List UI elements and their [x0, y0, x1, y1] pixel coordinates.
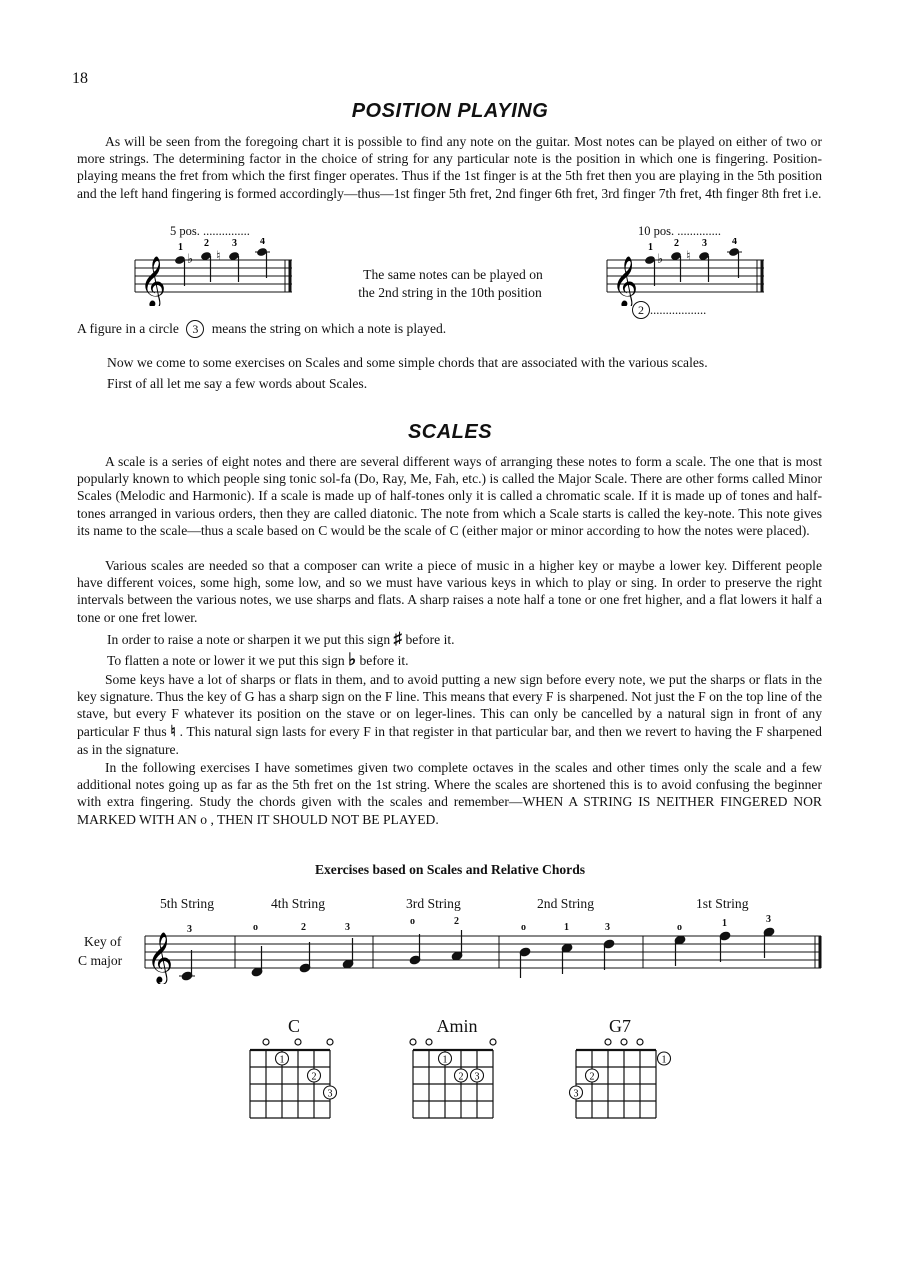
scales-paragraph-3: [77, 671, 822, 758]
staff-example-left: [130, 238, 300, 306]
finger-number: 2: [311, 1071, 317, 1083]
open-string-icon: o: [200, 811, 208, 827]
flat-icon: ♭: [348, 650, 357, 669]
note-fingering: 3: [345, 922, 350, 933]
chord-name-g7: G7: [609, 1016, 631, 1036]
finger-position: [570, 1086, 583, 1099]
chord-name-c: C: [287, 1016, 300, 1036]
finger-position: [308, 1069, 321, 1082]
sharp-text-before: In order to raise a note or sharpen it we put this sign: [107, 632, 391, 647]
string-label-5: 5th String: [160, 896, 215, 911]
finger-number: 3: [573, 1088, 579, 1100]
finger-number: 3: [232, 238, 237, 249]
natural-icon: ♮: [216, 248, 221, 263]
treble-clef-icon: 𝄞: [140, 257, 167, 306]
staff-example-right: [602, 238, 772, 306]
transition-line-1: Now we come to some exercises on Scales and some simple chords that are associated with the various scales.: [107, 355, 708, 370]
open-string-icon: [426, 1039, 432, 1045]
scales-para4-text-a: In the following exercises I have sometimes given two complete octaves in the scales and other times only the scale and a few additional notes going up as far as the 5th fret on the 1st string. Where the scales are shortened this is to avoid confusing the beginner with extra fingering. Study the chords given with the scales and remember—WHEN A STRING IS NEITHER FINGERED NOR MARKED WITH AN: [77, 760, 822, 827]
chord-diagram-c: [240, 1036, 350, 1122]
natural-icon: ♮: [686, 248, 691, 263]
scales-para3-text-b: . This natural sign lasts for every F in that register in that particular bar, and then we revert to having the F sharpened as in the signature.: [77, 723, 822, 757]
circled-number: 3: [186, 320, 204, 338]
finger-number: 2: [589, 1071, 595, 1083]
string-label-4: 4th String: [271, 896, 326, 911]
five-pos-label: 5 pos. ...............: [170, 224, 250, 238]
position-playing-text: As will be seen from the foregoing chart it is possible to find any note on the guitar. Most notes can be played on either of two or more strings. The determining factor in the choice of string for any particular note is the position in which one is fingering. Position-playing means the fret from which the first finger operates. Thus if the 1st finger is at the 5th fret then you are playing in the 5th position and the left hand fingering is formed accordingly—thus—1st finger 5th fret, 2nd finger 6th fret, 3rd finger 7th fret, 4th finger 8th fret i.e.: [77, 134, 822, 201]
finger-position: [324, 1086, 337, 1099]
string-dots: ..................: [650, 303, 707, 317]
circled-string-number: 2: [632, 301, 650, 319]
finger-number: 1: [648, 242, 653, 253]
example-caption-2: the 2nd string in the 10th position: [358, 285, 542, 300]
string-indicator: [632, 301, 706, 319]
note-fingering: o: [521, 922, 526, 933]
treble-clef-icon: 𝄞: [612, 257, 639, 306]
page-number: 18: [72, 70, 88, 87]
finger-number: 2: [204, 238, 209, 249]
flat-text-before: To flatten a note or lower it we put this sign: [107, 653, 345, 668]
flat-icon: ♭: [657, 251, 664, 266]
ten-pos-label: 10 pos. ..............: [638, 224, 721, 238]
scales-paragraph-2: [77, 557, 822, 626]
example-caption-1: The same notes can be played on: [363, 267, 543, 282]
finger-number: 1: [661, 1054, 667, 1066]
finger-number: 4: [260, 238, 265, 247]
open-string-icon: [621, 1039, 627, 1045]
note-fingering: o: [410, 916, 415, 927]
flat-line: [107, 650, 409, 670]
position-playing-heading: POSITION PLAYING: [351, 100, 549, 122]
flat-icon: ♭: [187, 251, 194, 266]
scales-para3-text-a: Some keys have a lot of sharps or flats in them, and to avoid putting a new sign before every note, we put the sharps or flats in the key signature. Thus the key of G has a sharp sign on the F line. This means that every F is sharpened. Not just the F on the top line of the stave, but every F whatever its position on the stave or on leger-lines. This can only be cancelled by a natural sign in front of any particular F thus: [77, 672, 822, 739]
note-fingering: 3: [605, 922, 610, 933]
finger-position: [658, 1052, 671, 1065]
scales-para2-text: Various scales are needed so that a composer can write a piece of music in a higher key or maybe a lower key. Different people have different voices, some high, some low, and so we must have various keys in which to play or sing. In order to preserve the right intervals between the various notes, we use sharps and flats. A sharp raises a note half a tone or one fret higher, and a flat lowers it half a tone or one fret lower.: [77, 558, 822, 625]
position-playing-paragraph: [77, 133, 822, 202]
finger-number: 2: [458, 1071, 464, 1083]
finger-position: [455, 1069, 468, 1082]
scales-para4-text-b: , THEN IT SHOULD NOT BE PLAYED.: [210, 811, 439, 827]
key-label-2: C major: [78, 953, 123, 968]
string-label-2: 2nd String: [537, 896, 595, 911]
note-fingering: 2: [454, 916, 459, 927]
note-fingering: 1: [564, 922, 569, 933]
string-label-3: 3rd String: [406, 896, 461, 911]
circle-explanation: [77, 320, 446, 338]
scales-paragraph-4: [77, 759, 822, 828]
open-string-icon: [637, 1039, 643, 1045]
open-string-icon: [605, 1039, 611, 1045]
chord-diagram-amin: [403, 1036, 513, 1122]
flat-text-after: before it.: [359, 653, 409, 668]
note-fingering: o: [677, 922, 682, 933]
finger-position: [471, 1069, 484, 1082]
treble-clef-icon: 𝄞: [147, 933, 174, 982]
scale-staff: [143, 914, 825, 984]
finger-number: 1: [178, 242, 183, 253]
finger-position: [586, 1069, 599, 1082]
scales-para1-text: A scale is a series of eight notes and there are several different ways of arranging these notes to form a scale. The one that is most popularly known to which people sing tonic sol-fa (Do, Ray, Me, Fah, etc.) is called the Major Scale. There are other forms called Minor Scales (Melodic and Harmonic). If a scale is made up of half-tones only it is called a chromatic scale. If it is made up of tones and half-tones arranged in various orders, then they are called diatonic. The note from which a Scale starts is called the key-note. This note gives its name to the scale—thus a scale based on C would be the scale of C (either major or minor according to how the notes were placed).: [77, 454, 822, 538]
key-label-1: Key of: [84, 934, 122, 949]
finger-number: 3: [702, 238, 707, 249]
finger-number: 2: [674, 238, 679, 249]
exercises-title: Exercises based on Scales and Relative Chords: [314, 862, 586, 877]
note-fingering: 1: [722, 918, 727, 929]
scales-heading: SCALES: [407, 421, 493, 443]
chord-name-amin: Amin: [436, 1016, 478, 1036]
finger-number: 1: [279, 1054, 285, 1066]
string-label-1: 1st String: [696, 896, 749, 911]
scales-paragraph-1: [77, 453, 822, 539]
finger-number: 3: [327, 1088, 333, 1100]
note-fingering: o: [253, 922, 258, 933]
finger-number: 3: [474, 1071, 480, 1083]
chord-diagram-g7: [566, 1036, 676, 1122]
natural-icon: ♮: [170, 723, 176, 740]
open-string-icon: [263, 1039, 269, 1045]
sharp-icon: ♯: [393, 629, 403, 648]
finger-number: 1: [442, 1054, 448, 1066]
open-string-icon: [490, 1039, 496, 1045]
circle-text-after: means the string on which a note is played.: [211, 321, 447, 336]
note-fingering: 2: [301, 922, 306, 933]
finger-number: 4: [732, 238, 737, 247]
transition-line-2: First of all let me say a few words about Scales.: [107, 376, 368, 391]
circle-text-before: A figure in a circle: [77, 321, 179, 336]
sharp-line: [107, 629, 455, 649]
open-string-icon: [327, 1039, 333, 1045]
note-fingering: 3: [766, 914, 771, 925]
sharp-text-after: before it.: [405, 632, 455, 647]
finger-position: [276, 1052, 289, 1065]
open-string-icon: [295, 1039, 301, 1045]
open-string-icon: [410, 1039, 416, 1045]
note-fingering: 3: [187, 924, 192, 935]
finger-position: [439, 1052, 452, 1065]
